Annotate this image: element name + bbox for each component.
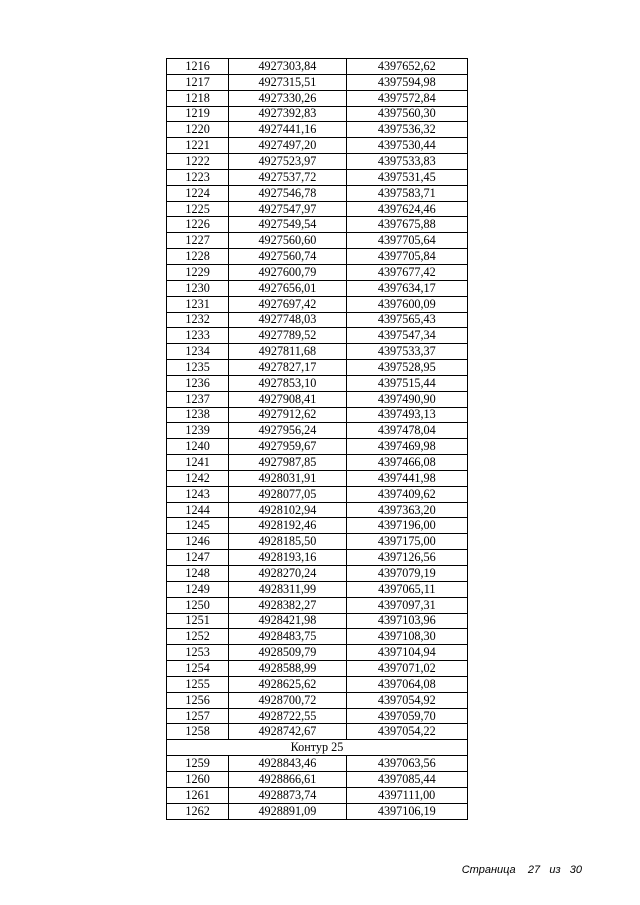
table-row	[167, 597, 468, 613]
point-number-cell: 1228	[167, 249, 229, 265]
table-row	[167, 201, 468, 217]
table-row	[167, 550, 468, 566]
table-row	[167, 534, 468, 550]
x-coordinate-cell: 4928270,24	[229, 566, 346, 582]
x-coordinate-cell: 4927537,72	[229, 169, 346, 185]
point-number-cell: 1259	[167, 756, 229, 772]
y-coordinate-cell: 4397675,88	[346, 217, 467, 233]
point-number-cell: 1235	[167, 360, 229, 376]
point-number-cell: 1255	[167, 676, 229, 692]
point-number-cell: 1220	[167, 122, 229, 138]
y-coordinate-cell: 4397634,17	[346, 280, 467, 296]
y-coordinate-cell: 4397547,34	[346, 328, 467, 344]
point-number-cell: 1241	[167, 455, 229, 471]
y-coordinate-cell: 4397126,56	[346, 550, 467, 566]
x-coordinate-cell: 4928722,55	[229, 708, 346, 724]
table-row	[167, 154, 468, 170]
x-coordinate-cell: 4928382,27	[229, 597, 346, 613]
x-coordinate-cell: 4927315,51	[229, 74, 346, 90]
point-number-cell: 1221	[167, 138, 229, 154]
coordinates-table-body	[167, 59, 468, 820]
table-row	[167, 360, 468, 376]
x-coordinate-cell: 4928102,94	[229, 502, 346, 518]
x-coordinate-cell: 4928193,16	[229, 550, 346, 566]
y-coordinate-cell: 4397064,08	[346, 676, 467, 692]
table-row	[167, 661, 468, 677]
x-coordinate-cell: 4927549,54	[229, 217, 346, 233]
table-row	[167, 439, 468, 455]
y-coordinate-cell: 4397705,64	[346, 233, 467, 249]
x-coordinate-cell: 4927303,84	[229, 59, 346, 75]
table-row	[167, 169, 468, 185]
coordinates-table	[166, 58, 468, 820]
x-coordinate-cell: 4928742,67	[229, 724, 346, 740]
point-number-cell: 1260	[167, 771, 229, 787]
x-coordinate-cell: 4927697,42	[229, 296, 346, 312]
y-coordinate-cell: 4397196,00	[346, 518, 467, 534]
point-number-cell: 1247	[167, 550, 229, 566]
x-coordinate-cell: 4928873,74	[229, 787, 346, 803]
point-number-cell: 1229	[167, 264, 229, 280]
point-number-cell: 1223	[167, 169, 229, 185]
table-row	[167, 787, 468, 803]
y-coordinate-cell: 4397536,32	[346, 122, 467, 138]
y-coordinate-cell: 4397063,56	[346, 756, 467, 772]
section-title: Контур 25	[167, 740, 468, 756]
x-coordinate-cell: 4927853,10	[229, 375, 346, 391]
y-coordinate-cell: 4397530,44	[346, 138, 467, 154]
x-coordinate-cell: 4927560,74	[229, 249, 346, 265]
x-coordinate-cell: 4928866,61	[229, 771, 346, 787]
table-row	[167, 296, 468, 312]
point-number-cell: 1225	[167, 201, 229, 217]
x-coordinate-cell: 4928843,46	[229, 756, 346, 772]
point-number-cell: 1224	[167, 185, 229, 201]
page-word: Страница	[461, 864, 516, 876]
point-number-cell: 1238	[167, 407, 229, 423]
x-coordinate-cell: 4928891,09	[229, 803, 346, 819]
x-coordinate-cell: 4928588,99	[229, 661, 346, 677]
table-row	[167, 724, 468, 740]
y-coordinate-cell: 4397624,46	[346, 201, 467, 217]
y-coordinate-cell: 4397490,90	[346, 391, 467, 407]
point-number-cell: 1253	[167, 645, 229, 661]
x-coordinate-cell: 4927330,26	[229, 90, 346, 106]
x-coordinate-cell: 4927987,85	[229, 455, 346, 471]
y-coordinate-cell: 4397103,96	[346, 613, 467, 629]
point-number-cell: 1262	[167, 803, 229, 819]
point-number-cell: 1256	[167, 692, 229, 708]
y-coordinate-cell: 4397515,44	[346, 375, 467, 391]
point-number-cell: 1239	[167, 423, 229, 439]
table-row	[167, 613, 468, 629]
page-total-number: 30	[569, 864, 582, 876]
table-row	[167, 185, 468, 201]
y-coordinate-cell: 4397175,00	[346, 534, 467, 550]
point-number-cell: 1226	[167, 217, 229, 233]
point-number-cell: 1222	[167, 154, 229, 170]
y-coordinate-cell: 4397409,62	[346, 486, 467, 502]
x-coordinate-cell: 4927600,79	[229, 264, 346, 280]
y-coordinate-cell: 4397469,98	[346, 439, 467, 455]
y-coordinate-cell: 4397104,94	[346, 645, 467, 661]
x-coordinate-cell: 4927392,83	[229, 106, 346, 122]
y-coordinate-cell: 4397652,62	[346, 59, 467, 75]
y-coordinate-cell: 4397533,83	[346, 154, 467, 170]
table-row	[167, 407, 468, 423]
x-coordinate-cell: 4927441,16	[229, 122, 346, 138]
point-number-cell: 1233	[167, 328, 229, 344]
y-coordinate-cell: 4397097,31	[346, 597, 467, 613]
y-coordinate-cell: 4397677,42	[346, 264, 467, 280]
y-coordinate-cell: 4397111,00	[346, 787, 467, 803]
point-number-cell: 1217	[167, 74, 229, 90]
y-coordinate-cell: 4397572,84	[346, 90, 467, 106]
y-coordinate-cell: 4397059,70	[346, 708, 467, 724]
table-row	[167, 391, 468, 407]
x-coordinate-cell: 4927547,97	[229, 201, 346, 217]
y-coordinate-cell: 4397478,04	[346, 423, 467, 439]
point-number-cell: 1219	[167, 106, 229, 122]
point-number-cell: 1261	[167, 787, 229, 803]
y-coordinate-cell: 4397493,13	[346, 407, 467, 423]
x-coordinate-cell: 4927523,97	[229, 154, 346, 170]
y-coordinate-cell: 4397600,09	[346, 296, 467, 312]
x-coordinate-cell: 4927959,67	[229, 439, 346, 455]
point-number-cell: 1245	[167, 518, 229, 534]
y-coordinate-cell: 4397441,98	[346, 470, 467, 486]
x-coordinate-cell: 4927656,01	[229, 280, 346, 296]
point-number-cell: 1242	[167, 470, 229, 486]
table-row	[167, 233, 468, 249]
y-coordinate-cell: 4397085,44	[346, 771, 467, 787]
table-row	[167, 249, 468, 265]
point-number-cell: 1218	[167, 90, 229, 106]
x-coordinate-cell: 4928185,50	[229, 534, 346, 550]
table-row	[167, 518, 468, 534]
table-row	[167, 502, 468, 518]
x-coordinate-cell: 4927789,52	[229, 328, 346, 344]
y-coordinate-cell: 4397108,30	[346, 629, 467, 645]
table-row	[167, 423, 468, 439]
point-number-cell: 1252	[167, 629, 229, 645]
table-row	[167, 217, 468, 233]
y-coordinate-cell: 4397531,45	[346, 169, 467, 185]
x-coordinate-cell: 4928031,91	[229, 470, 346, 486]
x-coordinate-cell: 4928192,46	[229, 518, 346, 534]
y-coordinate-cell: 4397065,11	[346, 581, 467, 597]
point-number-cell: 1240	[167, 439, 229, 455]
y-coordinate-cell: 4397533,37	[346, 344, 467, 360]
table-row	[167, 74, 468, 90]
page-current-number: 27	[527, 864, 541, 876]
y-coordinate-cell: 4397054,92	[346, 692, 467, 708]
y-coordinate-cell: 4397560,30	[346, 106, 467, 122]
point-number-cell: 1254	[167, 661, 229, 677]
y-coordinate-cell: 4397594,98	[346, 74, 467, 90]
table-row	[167, 803, 468, 819]
point-number-cell: 1243	[167, 486, 229, 502]
table-row	[167, 455, 468, 471]
table-row	[167, 470, 468, 486]
point-number-cell: 1258	[167, 724, 229, 740]
table-row	[167, 486, 468, 502]
point-number-cell: 1237	[167, 391, 229, 407]
point-number-cell: 1232	[167, 312, 229, 328]
x-coordinate-cell: 4928509,79	[229, 645, 346, 661]
table-row	[167, 344, 468, 360]
table-row	[167, 645, 468, 661]
table-row	[167, 771, 468, 787]
y-coordinate-cell: 4397363,20	[346, 502, 467, 518]
point-number-cell: 1246	[167, 534, 229, 550]
table-row	[167, 692, 468, 708]
x-coordinate-cell: 4927748,03	[229, 312, 346, 328]
table-row	[167, 90, 468, 106]
point-number-cell: 1248	[167, 566, 229, 582]
table-row	[167, 138, 468, 154]
point-number-cell: 1249	[167, 581, 229, 597]
y-coordinate-cell: 4397583,71	[346, 185, 467, 201]
of-word: из	[549, 864, 561, 876]
x-coordinate-cell: 4928421,98	[229, 613, 346, 629]
point-number-cell: 1251	[167, 613, 229, 629]
table-row	[167, 375, 468, 391]
y-coordinate-cell: 4397054,22	[346, 724, 467, 740]
point-number-cell: 1257	[167, 708, 229, 724]
x-coordinate-cell: 4928077,05	[229, 486, 346, 502]
table-row	[167, 328, 468, 344]
y-coordinate-cell: 4397079,19	[346, 566, 467, 582]
table-row	[167, 264, 468, 280]
table-row	[167, 106, 468, 122]
x-coordinate-cell: 4927546,78	[229, 185, 346, 201]
x-coordinate-cell: 4928483,75	[229, 629, 346, 645]
page-footer	[462, 864, 582, 876]
table-row	[167, 59, 468, 75]
point-number-cell: 1231	[167, 296, 229, 312]
x-coordinate-cell: 4928311,99	[229, 581, 346, 597]
y-coordinate-cell: 4397705,84	[346, 249, 467, 265]
y-coordinate-cell: 4397071,02	[346, 661, 467, 677]
x-coordinate-cell: 4927497,20	[229, 138, 346, 154]
table-row	[167, 312, 468, 328]
table-row	[167, 708, 468, 724]
x-coordinate-cell: 4927811,68	[229, 344, 346, 360]
point-number-cell: 1227	[167, 233, 229, 249]
table-row	[167, 122, 468, 138]
y-coordinate-cell: 4397528,95	[346, 360, 467, 376]
table-row	[167, 676, 468, 692]
x-coordinate-cell: 4928625,62	[229, 676, 346, 692]
x-coordinate-cell: 4927956,24	[229, 423, 346, 439]
table-row	[167, 629, 468, 645]
table-row	[167, 566, 468, 582]
point-number-cell: 1244	[167, 502, 229, 518]
point-number-cell: 1230	[167, 280, 229, 296]
point-number-cell: 1216	[167, 59, 229, 75]
x-coordinate-cell: 4928700,72	[229, 692, 346, 708]
table-row	[167, 756, 468, 772]
section-row	[167, 740, 468, 756]
point-number-cell: 1250	[167, 597, 229, 613]
x-coordinate-cell: 4927908,41	[229, 391, 346, 407]
point-number-cell: 1234	[167, 344, 229, 360]
table-row	[167, 280, 468, 296]
x-coordinate-cell: 4927912,62	[229, 407, 346, 423]
y-coordinate-cell: 4397106,19	[346, 803, 467, 819]
point-number-cell: 1236	[167, 375, 229, 391]
x-coordinate-cell: 4927827,17	[229, 360, 346, 376]
x-coordinate-cell: 4927560,60	[229, 233, 346, 249]
y-coordinate-cell: 4397466,08	[346, 455, 467, 471]
y-coordinate-cell: 4397565,43	[346, 312, 467, 328]
table-row	[167, 581, 468, 597]
